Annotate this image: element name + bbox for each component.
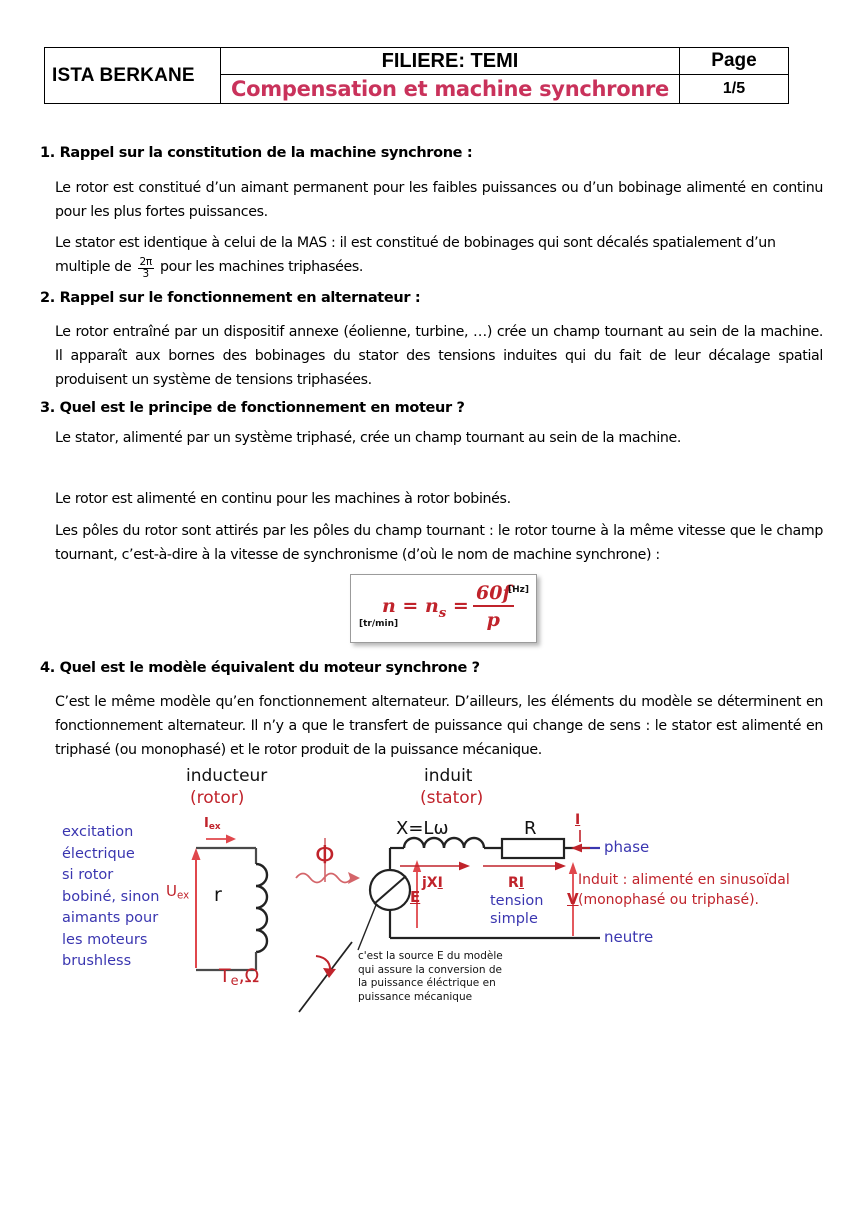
label-emf: E bbox=[410, 888, 421, 906]
caption-line-2: qui assure la conversion de bbox=[358, 963, 502, 976]
section-3-title bbox=[40, 400, 465, 416]
formula-n-equals-ns: n = n bbox=[382, 595, 439, 617]
caption-leader-line bbox=[358, 905, 376, 950]
formula-box bbox=[350, 574, 537, 643]
label-resistive-drop: RI bbox=[508, 875, 524, 891]
filiere-cell: FILIERE: TEMI bbox=[221, 48, 680, 75]
organization-cell: ISTA BERKANE bbox=[45, 48, 221, 104]
page-label-cell: Page bbox=[680, 48, 789, 75]
label-phase-terminal: phase bbox=[604, 838, 650, 856]
flux-symbol: Φ bbox=[315, 840, 335, 869]
formula-left-side bbox=[382, 595, 469, 621]
excitation-note-line-6: les moteurs bbox=[62, 931, 148, 948]
section-1-paragraph-1: Le rotor est constitué d’un aimant permanent pour les faibles puissances ou d’un bobinage alimenté en continu pour les plus fortes puissances. bbox=[55, 180, 823, 220]
section-1-title bbox=[40, 145, 472, 161]
heading-inducteur: inducteur bbox=[186, 766, 268, 786]
section-1-heading: Rappel sur la constitution de la machine synchrone : bbox=[59, 145, 473, 161]
section-3-number: 3. bbox=[40, 400, 55, 416]
emf-source-diagonal bbox=[374, 876, 406, 904]
label-tension-simple bbox=[490, 892, 543, 928]
flux-arrow-head bbox=[348, 872, 360, 884]
jxi-arrow-head bbox=[459, 862, 470, 871]
annotation-induit-line-2: (monophasé ou triphasé). bbox=[578, 892, 759, 908]
section-2-title bbox=[40, 290, 420, 306]
formula-subscript-s: s bbox=[438, 605, 447, 621]
heading-rotor: (rotor) bbox=[190, 788, 245, 808]
caption-line-3: la puissance éléctrique en bbox=[358, 977, 496, 989]
label-excitation-voltage: $U_{ex}$ bbox=[166, 882, 190, 902]
section-1-paragraph-2-tail: pour les machines triphasées. bbox=[160, 259, 364, 275]
section-2-heading: Rappel sur le fonctionnement en alternateur : bbox=[59, 290, 421, 306]
formula-unit-tr-min: [tr/min] bbox=[359, 619, 399, 629]
mechanical-shaft-line bbox=[299, 942, 352, 1012]
fraction-two-pi-over-three bbox=[138, 257, 154, 280]
voltage-arrow-head bbox=[569, 862, 577, 874]
section-3-paragraph-2: Le rotor est alimenté en continu pour les machines à rotor bobinés. bbox=[55, 491, 511, 507]
formula-unit-hz: [Hz] bbox=[508, 585, 529, 595]
section-4-title bbox=[40, 660, 480, 676]
subject-title-cell: Compensation et machine synchronre bbox=[221, 75, 680, 104]
caption-line-4: puissance mécanique bbox=[358, 990, 473, 1003]
document-header-table bbox=[44, 47, 789, 104]
label-reactance: X=Lω bbox=[396, 818, 449, 839]
section-3-paragraph-1: Le stator, alimenté par un système triphasé, crée un champ tournant au sein de la machine. bbox=[55, 430, 682, 446]
label-reactive-drop: jXI bbox=[422, 875, 443, 891]
section-1-paragraph-2-wrap bbox=[55, 231, 825, 280]
label-line-current: I bbox=[575, 812, 581, 828]
section-4-number: 4. bbox=[40, 660, 55, 676]
fraction-denominator: 3 bbox=[142, 268, 149, 280]
page-number-cell: 1/5 bbox=[680, 75, 789, 104]
caption-line-1: c'est la source E du modèle bbox=[358, 950, 503, 962]
fraction-numerator: 2π bbox=[139, 255, 152, 268]
excitation-note-line-4: bobiné, sinon bbox=[62, 888, 160, 905]
annotation-induit bbox=[578, 870, 790, 910]
section-3-paragraph-3: Les pôles du rotor sont attirés par les pôles du champ tournant : le rotor tourne à la même vitesse que le champ tournant, c’est-à-dire à la vitesse de synchronisme (d’où le nom de machine synchrone) : bbox=[55, 523, 823, 563]
excitation-note-line-2: électrique bbox=[62, 845, 135, 862]
label-phase-voltage: V bbox=[567, 890, 579, 908]
flux-wave-path bbox=[296, 874, 352, 883]
excitation-note-line-5: aimants pour bbox=[62, 910, 159, 926]
section-2-number: 2. bbox=[40, 290, 55, 306]
uex-arrow-head bbox=[192, 848, 201, 860]
annotation-induit-line-1: Induit : alimenté en sinusoïdal bbox=[578, 872, 790, 888]
ri-arrow-head bbox=[555, 862, 566, 871]
excitation-note-line-3: si rotor bbox=[62, 867, 114, 883]
rotor-winding-coil bbox=[256, 864, 267, 952]
section-2-paragraph-1: Le rotor entraîné par un dispositif annexe (éolienne, turbine, …) crée un champ tournant au sein de la machine. Il apparaît aux bornes des bobinages du stator des tensions induites qui du fait de leur décalage spatial produisent un système de tensions triphasées. bbox=[55, 324, 823, 388]
excitation-note-line-7: brushless bbox=[62, 953, 132, 969]
section-3-heading: Quel est le principe de fonctionnement en moteur ? bbox=[59, 400, 465, 416]
label-neutral-terminal: neutre bbox=[604, 928, 654, 946]
synchronous-machine-model-diagram bbox=[0, 760, 860, 1030]
label-resistance: R bbox=[524, 818, 537, 839]
label-excitation-current: $I_{ex}$ bbox=[204, 816, 221, 833]
formula-denominator: p bbox=[486, 609, 500, 631]
section-4-heading: Quel est le modèle équivalent du moteur synchrone ? bbox=[59, 660, 480, 676]
excitation-note-line-1: excitation bbox=[62, 824, 134, 840]
current-arrow-head bbox=[571, 844, 582, 853]
heading-induit: induit bbox=[424, 766, 473, 786]
section-1-number: 1. bbox=[40, 145, 55, 161]
iex-arrow-head bbox=[226, 835, 236, 844]
tension-line-2: simple bbox=[490, 911, 538, 927]
stator-inductance-coil bbox=[404, 838, 484, 848]
heading-stator: (stator) bbox=[420, 788, 484, 808]
section-4-paragraph-1: C’est le même modèle qu’en fonctionnement alternateur. D’ailleurs, les éléments du modèle se déterminent en fonctionnement alternateur. Il n’y a que le transfert de puissance qui change de sens : le stator est alimenté en triphasé (ou monophasé) et le rotor produit de la puissance mécanique. bbox=[55, 694, 823, 758]
tension-line-1: tension bbox=[490, 893, 544, 909]
excitation-note-block bbox=[62, 822, 159, 973]
section-1-paragraph-2: Le stator est identique à celui de la MAS : il est constitué de bobinages qui sont décalés spatialement d’un multiple de bbox=[55, 235, 776, 275]
label-torque-speed: $T_e,\Omega$ bbox=[219, 965, 260, 990]
formula-numerator: 60f bbox=[473, 582, 514, 607]
formula-equals-sign: = bbox=[452, 595, 469, 617]
label-rotor-resistance: r bbox=[214, 884, 222, 906]
stator-resistor-box bbox=[502, 839, 564, 858]
caption-emf-source bbox=[358, 950, 503, 1004]
